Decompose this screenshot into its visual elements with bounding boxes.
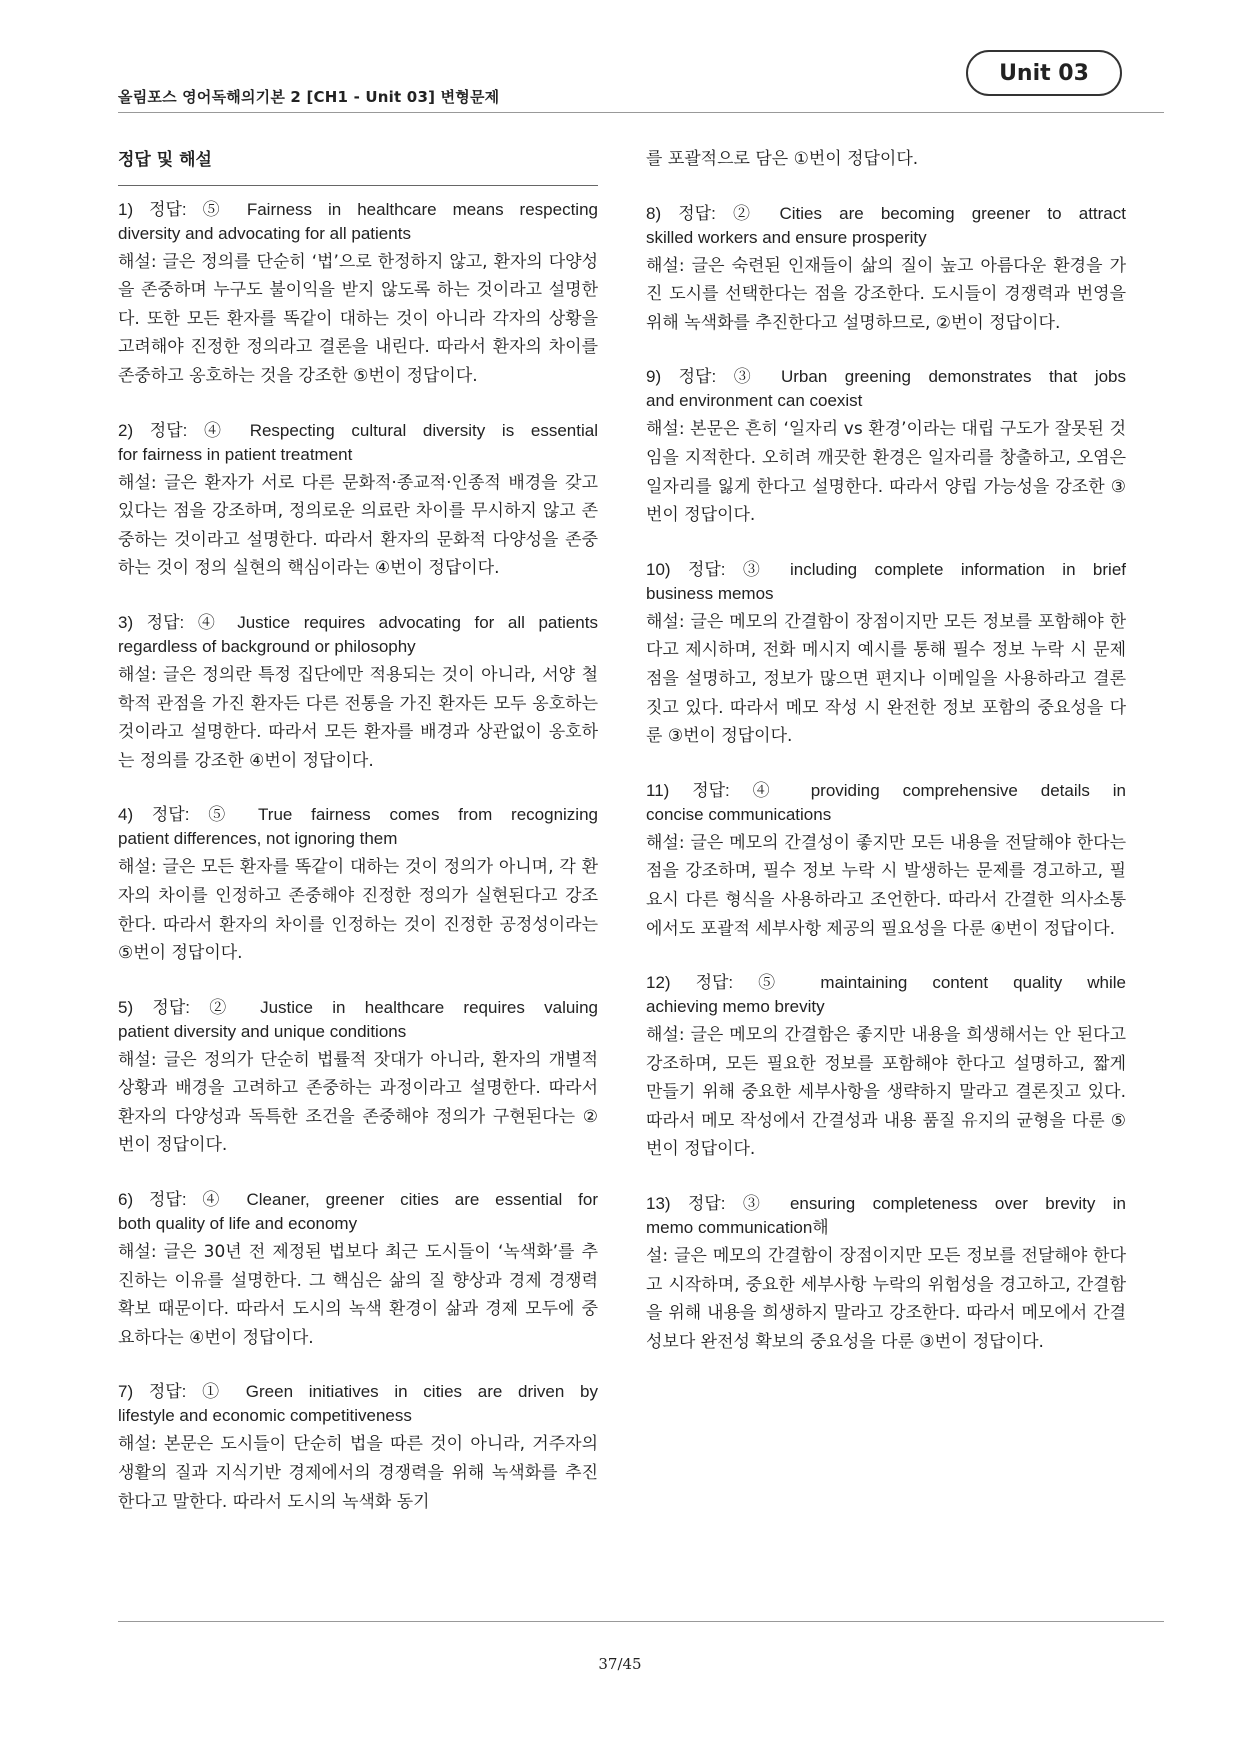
left-answer-list [118, 198, 598, 1517]
explanation-text: 해설: 글은 메모의 간결함이 장점이지만 모든 정보를 포함해야 한다고 제시하며, 전화 메시지 예시를 통해 필수 정보 누락 시 문제점을 설명하고, 정보가 많으면 편지나 이메일을 사용하라고 결론짓고 있다. 따라서 메모 작성 시 완전한 정보 포함의 중요성을 다룬 ③번이 정답이다. [646, 611, 1126, 747]
answer-head: 13) 정답: ③ ensuring completeness over brevity in [646, 1194, 1126, 1214]
section-title: 정답 및 해설 [118, 150, 212, 170]
answer-tail: for fairness in patient treatment [118, 444, 353, 464]
answer-line [118, 198, 598, 246]
footer-divider [118, 1621, 1164, 1622]
answer-item [646, 779, 1126, 943]
answer-head: 12) 정답: ⑤ maintaining content quality while [646, 973, 1126, 993]
answer-item [118, 1380, 598, 1516]
explanation-text: 해설: 글은 숙련된 인재들이 삶의 질이 높고 아름다운 환경을 가진 도시를 선택한다는 점을 강조한다. 도시들이 경쟁력과 번영을 위해 녹색화를 추진한다고 설명하므로, ②번이 정답이다. [646, 255, 1126, 333]
answer-item [118, 996, 598, 1160]
answer-item [118, 1188, 598, 1352]
answer-line [118, 1188, 598, 1236]
answer-item [646, 202, 1126, 338]
explanation-text: 해설: 글은 정의란 특정 집단에만 적용되는 것이 아니라, 서양 철학적 관점을 가진 환자든 다른 전통을 가진 환자든 모두 옹호하는 것이라고 설명한다. 따라서 모든 환자를 배경과 상관없이 옹호하는 정의를 강조한 ④번이 정답이다. [118, 664, 598, 771]
section-divider [118, 185, 598, 186]
answer-line [118, 1380, 598, 1428]
answer-tail: business memos [646, 583, 774, 603]
answer-tail: skilled workers and ensure prosperity [646, 227, 927, 247]
answer-line [646, 558, 1126, 606]
answer-item [118, 419, 598, 583]
answer-line [646, 1192, 1126, 1240]
answer-tail: regardless of background or philosophy [118, 636, 416, 656]
right-column [646, 145, 1126, 1384]
answer-tail: lifestyle and economic competitiveness [118, 1406, 412, 1426]
explanation-text: 해설: 글은 30년 전 제정된 법보다 최근 도시들이 ‘녹색화’를 추진하는 이유를 설명한다. 그 핵심은 삶의 질 향상과 경제 경쟁력 확보 때문이다. 따라서 도시의 녹색 환경이 삶과 경제 모두에 중요하다는 ④번이 정답이다. [118, 1242, 598, 1348]
answer-head: 4) 정답: ⑤ True fairness comes from recognizing [118, 805, 598, 825]
answer-line [646, 202, 1126, 250]
unit-badge: Unit 03 [966, 50, 1122, 96]
answer-tail: concise communications [646, 804, 832, 824]
answer-tail: and environment can coexist [646, 391, 863, 411]
answer-tail: patient diversity and unique conditions [118, 1021, 407, 1041]
page-number: 37/45 [598, 1655, 642, 1673]
answer-head: 10) 정답: ③ including complete information in brief [646, 559, 1126, 579]
answer-line [118, 419, 598, 467]
answer-head: 5) 정답: ② Justice in healthcare requires valuing [118, 997, 598, 1017]
answer-tail: patient differences, not ignoring them [118, 829, 398, 849]
answer-head: 11) 정답: ④ providing comprehensive details in [646, 780, 1126, 800]
document-header-title: 올림포스 영어독해의기본 2 [CH1 - Unit 03] 변형문제 [118, 88, 500, 106]
answer-head: 1) 정답: ⑤ Fairness in healthcare means respecting [118, 199, 598, 219]
explanation-text: 해설: 글은 메모의 간결성이 좋지만 모든 내용을 전달해야 한다는 점을 강조하며, 필수 정보 누락 시 발생하는 문제를 경고하고, 필요시 다른 형식을 사용하라고 조언한다. 따라서 간결한 의사소통에서도 포괄적 세부사항 제공의 필요성을 다룬 ④번이 정답이다. [646, 832, 1126, 939]
answer-item [646, 365, 1126, 529]
explanation-text: 해설: 글은 메모의 간결함은 좋지만 내용을 희생해서는 안 된다고 강조하며, 모든 필요한 정보를 포함해야 한다고 설명하고, 짧게 만들기 위해 중요한 세부사항을 생략하지 말라고 결론짓고 있다. 따라서 메모 작성에서 간결성과 내용 품질 유지의 균형을 다룬 ⑤번이 정답이다. [646, 1025, 1126, 1160]
continued-explanation: 를 포괄적으로 담은 ①번이 정답이다. [646, 149, 919, 169]
answer-tail: achieving memo brevity [646, 997, 825, 1017]
answer-head: 7) 정답: ① Green initiatives in cities are driven by [118, 1382, 598, 1402]
header-divider [118, 112, 1164, 113]
explanation-text: 해설: 글은 정의가 단순히 법률적 잣대가 아니라, 환자의 개별적 상황과 배경을 고려하고 존중하는 과정이라고 설명한다. 따라서 환자의 다양성과 독특한 조건을 존중해야 정의가 구현된다는 ②번이 정답이다. [118, 1049, 598, 1156]
answer-item [118, 611, 598, 775]
answer-item [646, 971, 1126, 1164]
answer-item [118, 803, 598, 967]
answer-line [646, 971, 1126, 1019]
right-answer-list [646, 202, 1126, 1357]
answer-line [118, 996, 598, 1044]
answer-head: 2) 정답: ④ Respecting cultural diversity is essential [118, 420, 598, 440]
answer-line [646, 779, 1126, 827]
answer-head: 3) 정답: ④ Justice requires advocating for all patients [118, 612, 598, 632]
answer-head: 9) 정답: ③ Urban greening demonstrates that jobs [646, 367, 1126, 387]
answer-item [118, 198, 598, 391]
answer-tail: diversity and advocating for all patients [118, 223, 411, 243]
explanation-text: 해설: 글은 정의를 단순히 ‘법’으로 한정하지 않고, 환자의 다양성을 존중하며 누구도 불이익을 받지 않도록 하는 것이라고 설명한다. 또한 모든 환자를 똑같이 대하는 것이 아니라 각자의 상황을 고려해야 진정한 정의라고 결론을 내린다. 따라서 환자의 차이를 존중하고 옹호하는 것을 강조한 ⑤번이 정답이다. [118, 251, 598, 386]
explanation-text: 해설: 글은 환자가 서로 다른 문화적·종교적·인종적 배경을 갖고 있다는 점을 강조하며, 정의로운 의료란 차이를 무시하지 않고 존중하는 것이라고 설명한다. 따라서 환자의 문화적 다양성을 존중하는 것이 정의 실현의 핵심이라는 ④번이 정답이다. [118, 472, 598, 579]
answer-line [118, 611, 598, 659]
explanation-text: 설: 글은 메모의 간결함이 장점이지만 모든 정보를 전달해야 한다고 시작하며, 중요한 세부사항 누락의 위험성을 경고하고, 간결함을 위해 내용을 희생하지 말라고 강조한다. 따라서 메모에서 간결성보다 완전성 확보의 중요성을 다룬 ③번이 정답이다. [646, 1246, 1126, 1352]
answer-head: 8) 정답: ② Cities are becoming greener to attract [646, 203, 1126, 223]
answer-item [646, 558, 1126, 751]
explanation-text: 해설: 글은 모든 환자를 똑같이 대하는 것이 정의가 아니며, 각 환자의 차이를 인정하고 존중해야 진정한 정의가 실현된다고 강조한다. 따라서 환자의 차이를 인정하는 것이 진정한 공정성이라는 ⑤번이 정답이다. [118, 857, 598, 964]
answer-line [118, 803, 598, 851]
explanation-text: 해설: 본문은 도시들이 단순히 법을 따른 것이 아니라, 거주자의 생활의 질과 지식기반 경제에서의 경쟁력을 위해 녹색화를 추진한다고 말한다. 따라서 도시의 녹색화 동기 [118, 1434, 598, 1512]
answer-tail: memo communication해 [646, 1218, 829, 1238]
left-column [118, 146, 598, 1544]
answer-item [646, 1192, 1126, 1356]
answer-head: 6) 정답: ④ Cleaner, greener cities are essential for [118, 1190, 598, 1210]
answer-line [646, 365, 1126, 413]
explanation-text: 해설: 본문은 흔히 ‘일자리 vs 환경’이라는 대립 구도가 잘못된 것임을 지적한다. 오히려 깨끗한 환경은 일자리를 창출하고, 오염은 일자리를 잃게 한다고 설명한다. 따라서 양립 가능성을 강조한 ③번이 정답이다. [646, 419, 1126, 526]
answer-tail: both quality of life and economy [118, 1214, 358, 1234]
